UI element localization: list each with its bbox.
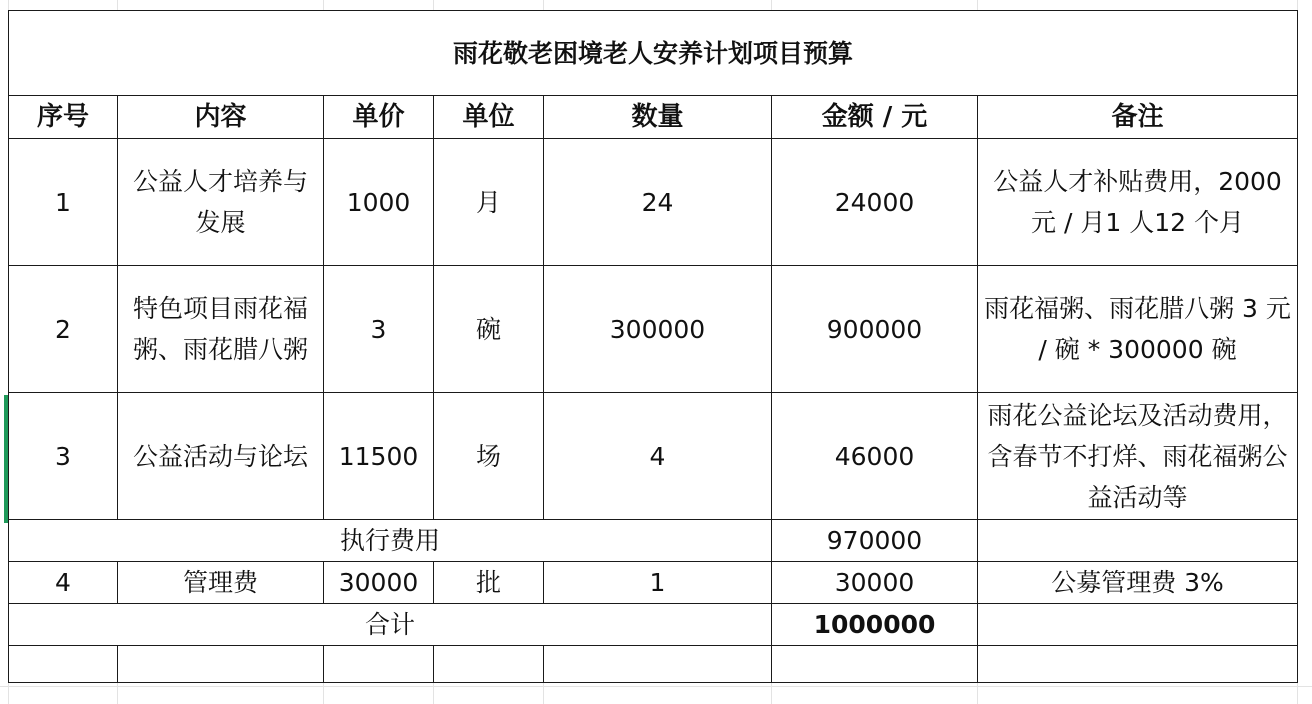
cell-note[interactable]: 公益人才补贴费用，2000 元 / 月1 人12 个月 <box>978 139 1298 266</box>
cell-unit[interactable]: 碗 <box>434 266 544 393</box>
cell-unit[interactable]: 月 <box>434 139 544 266</box>
empty-cell[interactable] <box>434 646 544 683</box>
cell-no[interactable]: 3 <box>9 393 118 520</box>
empty-cell[interactable] <box>978 646 1298 683</box>
header-row <box>9 96 1298 139</box>
cell-price[interactable]: 30000 <box>324 562 434 604</box>
header-cell-qty[interactable]: 数量 <box>544 96 772 139</box>
cell-qty[interactable]: 300000 <box>544 266 772 393</box>
management-fee-row <box>9 562 1298 604</box>
cell-qty[interactable]: 24 <box>544 139 772 266</box>
header-cell-note[interactable]: 备注 <box>978 96 1298 139</box>
cell-amount[interactable]: 30000 <box>772 562 978 604</box>
cell-price[interactable]: 3 <box>324 266 434 393</box>
budget-table <box>8 10 1298 683</box>
total-note[interactable] <box>978 604 1298 646</box>
budget-sheet <box>8 10 1298 683</box>
empty-row <box>9 646 1298 683</box>
empty-cell[interactable] <box>324 646 434 683</box>
header-cell-amount[interactable]: 金额 / 元 <box>772 96 978 139</box>
cell-content[interactable]: 特色项目雨花福粥、雨花腊八粥 <box>118 266 324 393</box>
table-row <box>9 139 1298 266</box>
empty-cell[interactable] <box>9 646 118 683</box>
header-cell-price[interactable]: 单价 <box>324 96 434 139</box>
cell-no[interactable]: 2 <box>9 266 118 393</box>
subtotal-amount[interactable]: 970000 <box>772 520 978 562</box>
cell-qty[interactable]: 4 <box>544 393 772 520</box>
cell-no[interactable]: 1 <box>9 139 118 266</box>
cell-note[interactable]: 雨花公益论坛及活动费用，含春节不打烊、雨花福粥公益活动等 <box>978 393 1298 520</box>
subtotal-label[interactable]: 执行费用 <box>9 520 772 562</box>
header-cell-no[interactable]: 序号 <box>9 96 118 139</box>
empty-cell[interactable] <box>772 646 978 683</box>
cell-unit[interactable]: 批 <box>434 562 544 604</box>
table-row <box>9 393 1298 520</box>
cell-no[interactable]: 4 <box>9 562 118 604</box>
empty-cell[interactable] <box>118 646 324 683</box>
cell-amount[interactable]: 24000 <box>772 139 978 266</box>
cell-content[interactable]: 公益活动与论坛 <box>118 393 324 520</box>
cell-content[interactable]: 管理费 <box>118 562 324 604</box>
total-row <box>9 604 1298 646</box>
header-cell-unit[interactable]: 单位 <box>434 96 544 139</box>
total-label[interactable]: 合计 <box>9 604 772 646</box>
cell-price[interactable]: 11500 <box>324 393 434 520</box>
total-amount[interactable]: 1000000 <box>772 604 978 646</box>
subtotal-row <box>9 520 1298 562</box>
header-cell-content[interactable]: 内容 <box>118 96 324 139</box>
sheet-title[interactable]: 雨花敬老困境老人安养计划项目预算 <box>9 11 1298 96</box>
cell-note[interactable]: 雨花福粥、雨花腊八粥 3 元 / 碗 * 300000 碗 <box>978 266 1298 393</box>
cell-content[interactable]: 公益人才培养与发展 <box>118 139 324 266</box>
cell-amount[interactable]: 900000 <box>772 266 978 393</box>
cell-amount[interactable]: 46000 <box>772 393 978 520</box>
subtotal-note[interactable] <box>978 520 1298 562</box>
table-row <box>9 266 1298 393</box>
cell-note[interactable]: 公募管理费 3% <box>978 562 1298 604</box>
cell-unit[interactable]: 场 <box>434 393 544 520</box>
cell-price[interactable]: 1000 <box>324 139 434 266</box>
empty-cell[interactable] <box>544 646 772 683</box>
cell-qty[interactable]: 1 <box>544 562 772 604</box>
